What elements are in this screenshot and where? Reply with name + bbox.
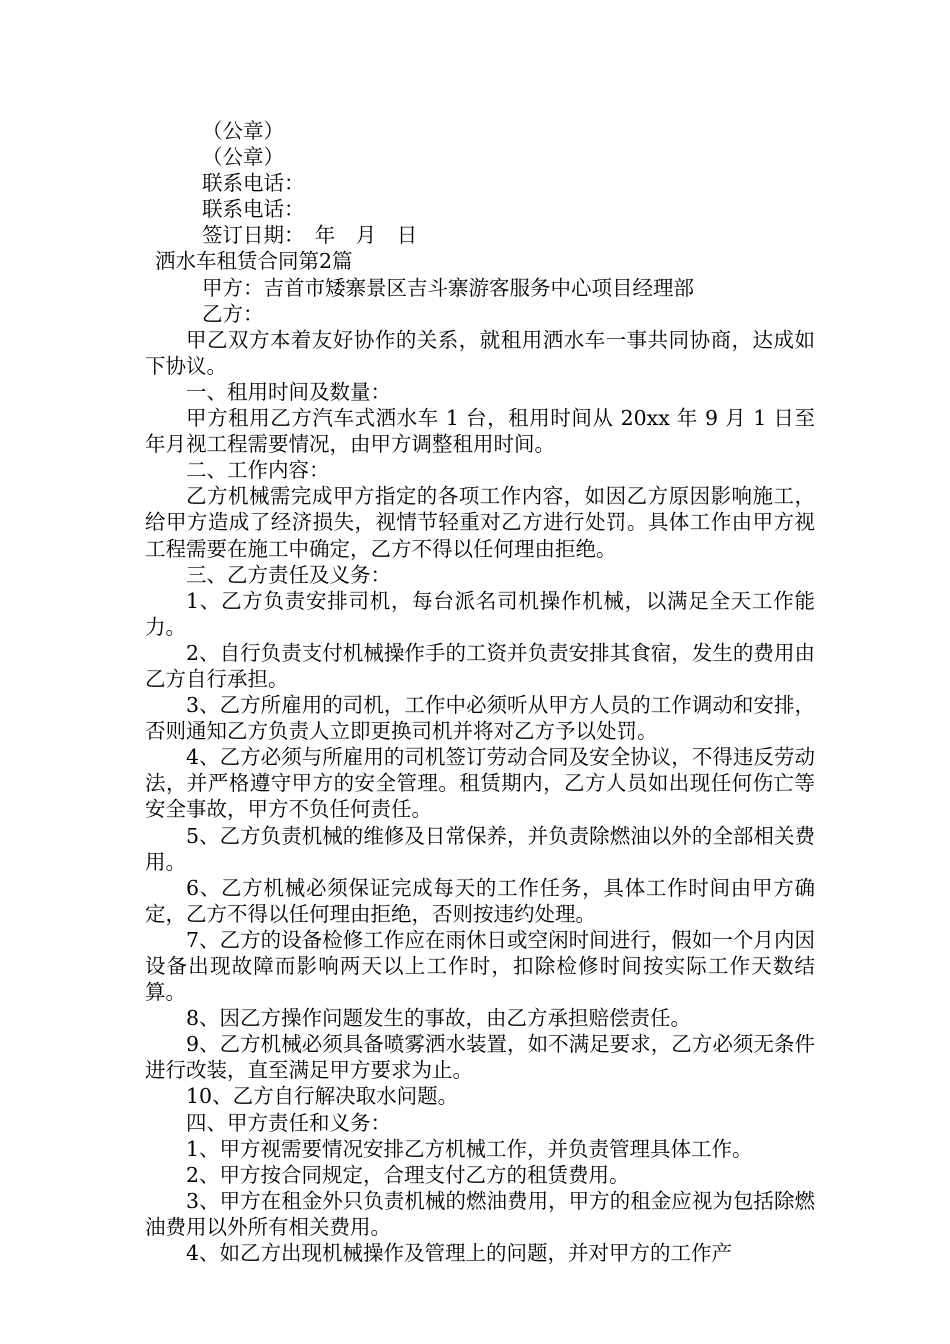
clause-b-2: 2、自行负责支付机械操作手的工资并负责安排其食宿，发生的费用由乙方自行承担。 <box>145 640 815 691</box>
heading-1-rental-time: 一、租用时间及数量： <box>186 379 391 404</box>
heading-4-party-a-duties: 四、甲方责任和义务： <box>186 1110 391 1135</box>
paragraph-intro: 甲乙双方本着友好协作的关系，就租用洒水车一事共同协商，达成如下协议。 <box>145 327 815 378</box>
clause-b-8: 8、因乙方操作问题发生的事故，由乙方承担赔偿责任。 <box>186 1006 692 1031</box>
clause-a-4: 4、如乙方出现机械操作及管理上的问题，并对甲方的工作产 <box>186 1241 733 1266</box>
clause-b-7: 7、乙方的设备检修工作应在雨休日或空闲时间进行，假如一个月内因设备出现故障而影响两天以上工作时，扣除检修时间按实际工作天数结算。 <box>145 927 815 1005</box>
party-b-line: 乙方： <box>202 301 264 326</box>
seal-line-2: （公章） <box>202 145 284 170</box>
clause-b-1: 1、乙方负责安排司机，每台派名司机操作机械，以满足全天工作能力。 <box>145 588 815 639</box>
section-title: 洒水车租赁合同第2篇 <box>155 249 353 274</box>
paragraph-rental-time: 甲方租用乙方汽车式洒水车 1 台，租用时间从 20xx 年 9 月 1 日至年月视工程需要情况，由甲方调整租用时间。 <box>145 406 815 457</box>
heading-3-party-b-duties: 三、乙方责任及义务： <box>186 562 391 587</box>
phone-line-2: 联系电话： <box>202 197 305 222</box>
clause-b-4: 4、乙方必须与所雇用的司机签订劳动合同及安全协议，不得违反劳动法，并严格遵守甲方的安全管理。租赁期内，乙方人员如出现任何伤亡等安全事故，甲方不负任何责任。 <box>145 745 815 822</box>
heading-2-work-content: 二、工作内容： <box>186 458 330 483</box>
clause-a-2: 2、甲方按合同规定，合理支付乙方的租赁费用。 <box>186 1162 630 1187</box>
clause-b-6: 6、乙方机械必须保证完成每天的工作任务，具体工作时间由甲方确定，乙方不得以任何理由拒绝，否则按违约处理。 <box>145 875 815 926</box>
clause-a-1: 1、甲方视需要情况安排乙方机械工作，并负责管理具体工作。 <box>186 1136 753 1161</box>
document-page <box>145 118 815 1266</box>
clause-b-10: 10、乙方自行解决取水问题。 <box>186 1084 459 1109</box>
party-a-line: 甲方：吉首市矮寨景区吉斗寨游客服务中心项目经理部 <box>202 275 694 300</box>
seal-line-1: （公章） <box>202 119 284 143</box>
clause-a-3: 3、甲方在租金外只负责机械的燃油费用，甲方的租金应视为包括除燃油费用以外所有相关费用。 <box>145 1188 815 1239</box>
sign-date-line: 签订日期： 年 月 日 <box>202 223 418 248</box>
clause-b-3: 3、乙方所雇用的司机，工作中必须听从甲方人员的工作调动和安排，否则通知乙方负责人立即更换司机并将对乙方予以处罚。 <box>145 693 815 744</box>
phone-line-1: 联系电话： <box>202 171 305 196</box>
clause-b-5: 5、乙方负责机械的维修及日常保养，并负责除燃油以外的全部相关费用。 <box>145 823 815 874</box>
paragraph-work-content: 乙方机械需完成甲方指定的各项工作内容，如因乙方原因影响施工，给甲方造成了经济损失，视情节轻重对乙方进行处罚。具体工作由甲方视工程需要在施工中确定，乙方不得以任何理由拒绝。 <box>145 484 815 561</box>
clause-b-9: 9、乙方机械必须具备喷雾洒水装置，如不满足要求，乙方必须无条件进行改装，直至满足甲方要求为止。 <box>145 1032 815 1083</box>
